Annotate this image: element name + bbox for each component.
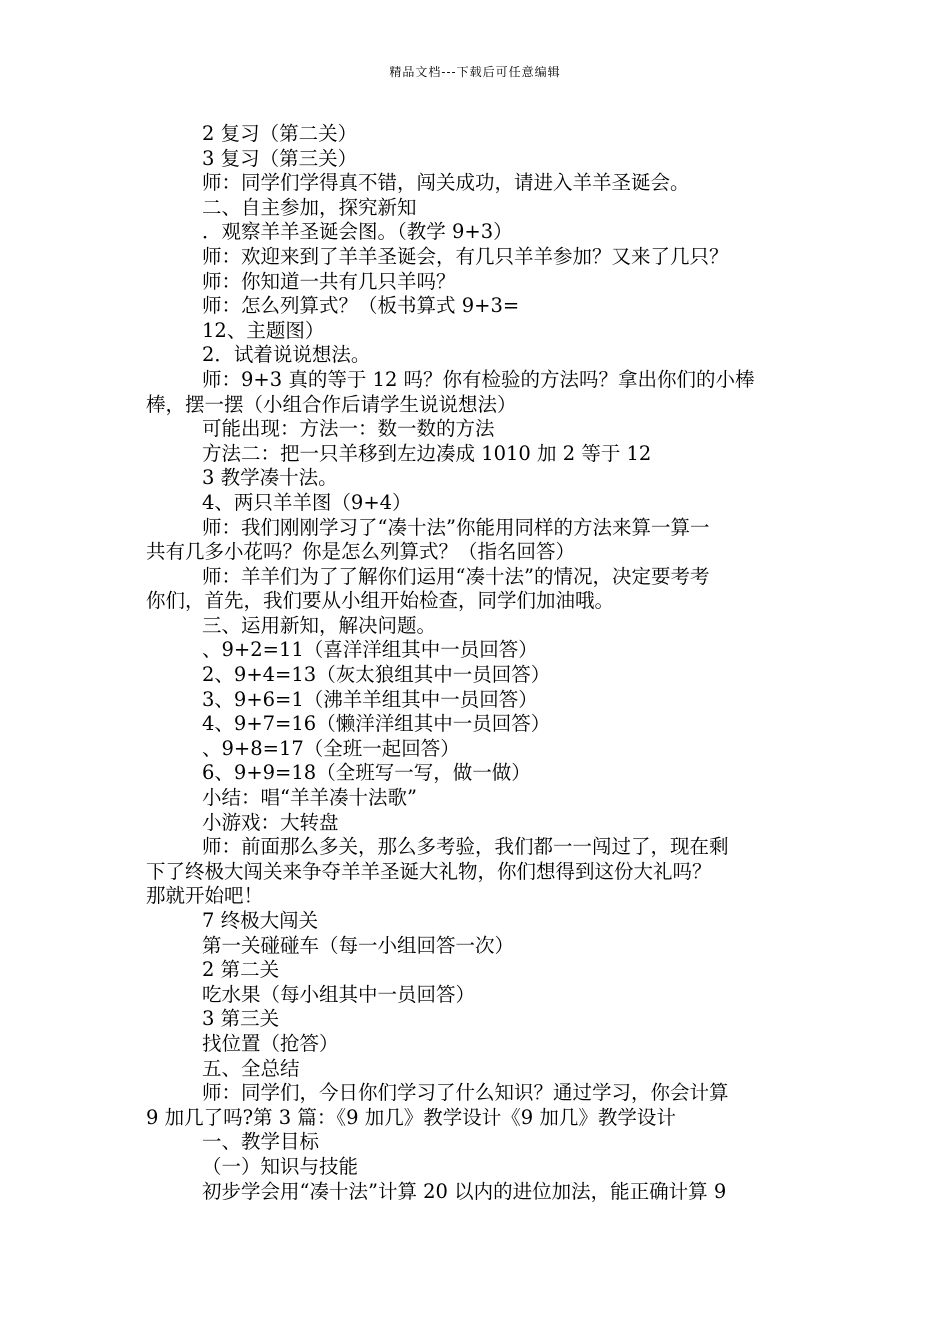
text-line: 师：同学们，今日你们学习了什么知识？通过学习，你会计算 [202,1081,729,1105]
text-line: 棒，摆一摆（小组合作后请学生说说想法） [146,392,517,416]
text-line: 方法二：把一只羊移到左边凑成 1010 加 2 等于 12 [202,441,652,465]
text-line: 3 教学凑十法。 [202,466,338,490]
text-line: 、9+8=17（全班一起回答） [202,736,460,760]
text-line: 师：9+3 真的等于 12 吗？你有检验的方法吗？拿出你们的小棒 [202,367,755,391]
text-line: 师：欢迎来到了羊羊圣诞会，有几只羊羊参加？又来了几只？ [202,244,729,268]
text-line: 三、运用新知，解决问题。 [202,613,437,637]
text-line: 6、9+9=18（全班写一写，做一做） [202,761,531,785]
text-line: 3 复习（第三关） [202,146,358,170]
text-line: 师：前面那么多关，那么多考验，我们都一一闯过了，现在剩 [202,835,729,859]
text-line: 9 加几了吗?第 3 篇：《9 加几》教学设计《9 加几》教学设计 [146,1105,676,1129]
text-line: 那就开始吧！ [146,884,264,908]
text-line: 初步学会用“凑十法”计算 20 以内的进位加法，能正确计算 9 [202,1179,727,1203]
text-line: 师：你知道一共有几只羊吗？ [202,269,456,293]
text-line: 你们，首先，我们要从小组开始检查，同学们加油哦。 [146,589,615,613]
text-line: 2．试着说说想法。 [202,343,371,367]
text-line: 师：羊羊们为了了解你们运用“凑十法”的情况，决定要考考 [202,564,710,588]
text-line: 二、自主参加，探究新知 [202,195,417,219]
text-line: ．观察羊羊圣诞会图。（教学 9+3） [202,220,513,244]
text-line: 可能出现：方法一：数一数的方法 [202,417,495,441]
text-line: 4、两只羊羊图（9+4） [202,490,412,514]
text-line: 找位置（抢答） [202,1031,339,1055]
text-line: 3、9+6=1（沸羊羊组其中一员回答） [202,687,538,711]
text-line: 小结：唱“羊羊凑十法歌” [202,786,417,810]
text-line: 师：同学们学得真不错，闯关成功，请进入羊羊圣诞会。 [202,171,690,195]
page-header: 精品文档---下载后可任意编辑 [389,65,561,79]
text-line: 吃水果（每小组其中一员回答） [202,982,476,1006]
text-line: 下了终极大闯关来争夺羊羊圣诞大礼物，你们想得到这份大礼吗？ [146,859,712,883]
text-line: 第一关碰碰车（每一小组回答一次） [202,933,515,957]
document-body [146,122,808,1204]
text-line: 2 第二关 [202,958,280,982]
text-line: 、9+2=11（喜洋洋组其中一员回答） [202,638,538,662]
text-line: 3 第三关 [202,1007,280,1031]
text-line: （一）知识与技能 [202,1154,359,1178]
text-line: 小游戏：大转盘 [202,810,339,834]
text-line: 12、主题图） [202,318,325,342]
text-line: 师：怎么列算式？（板书算式 9+3= [202,294,520,318]
text-line: 师：我们刚刚学习了“凑十法”你能用同样的方法来算一算一 [202,515,710,539]
text-line: 一、教学目标 [202,1130,320,1154]
text-line: 2 复习（第二关） [202,122,358,145]
text-line: 7 终极大闯关 [202,909,319,932]
text-line: 共有几多小花吗？你是怎么列算式？（指名回答） [146,540,576,564]
text-line: 2、9+4=13（灰太狼组其中一员回答） [202,663,551,687]
text-line: 4、9+7=16（懒洋洋组其中一员回答） [202,712,551,736]
text-line: 五、全总结 [202,1056,300,1080]
